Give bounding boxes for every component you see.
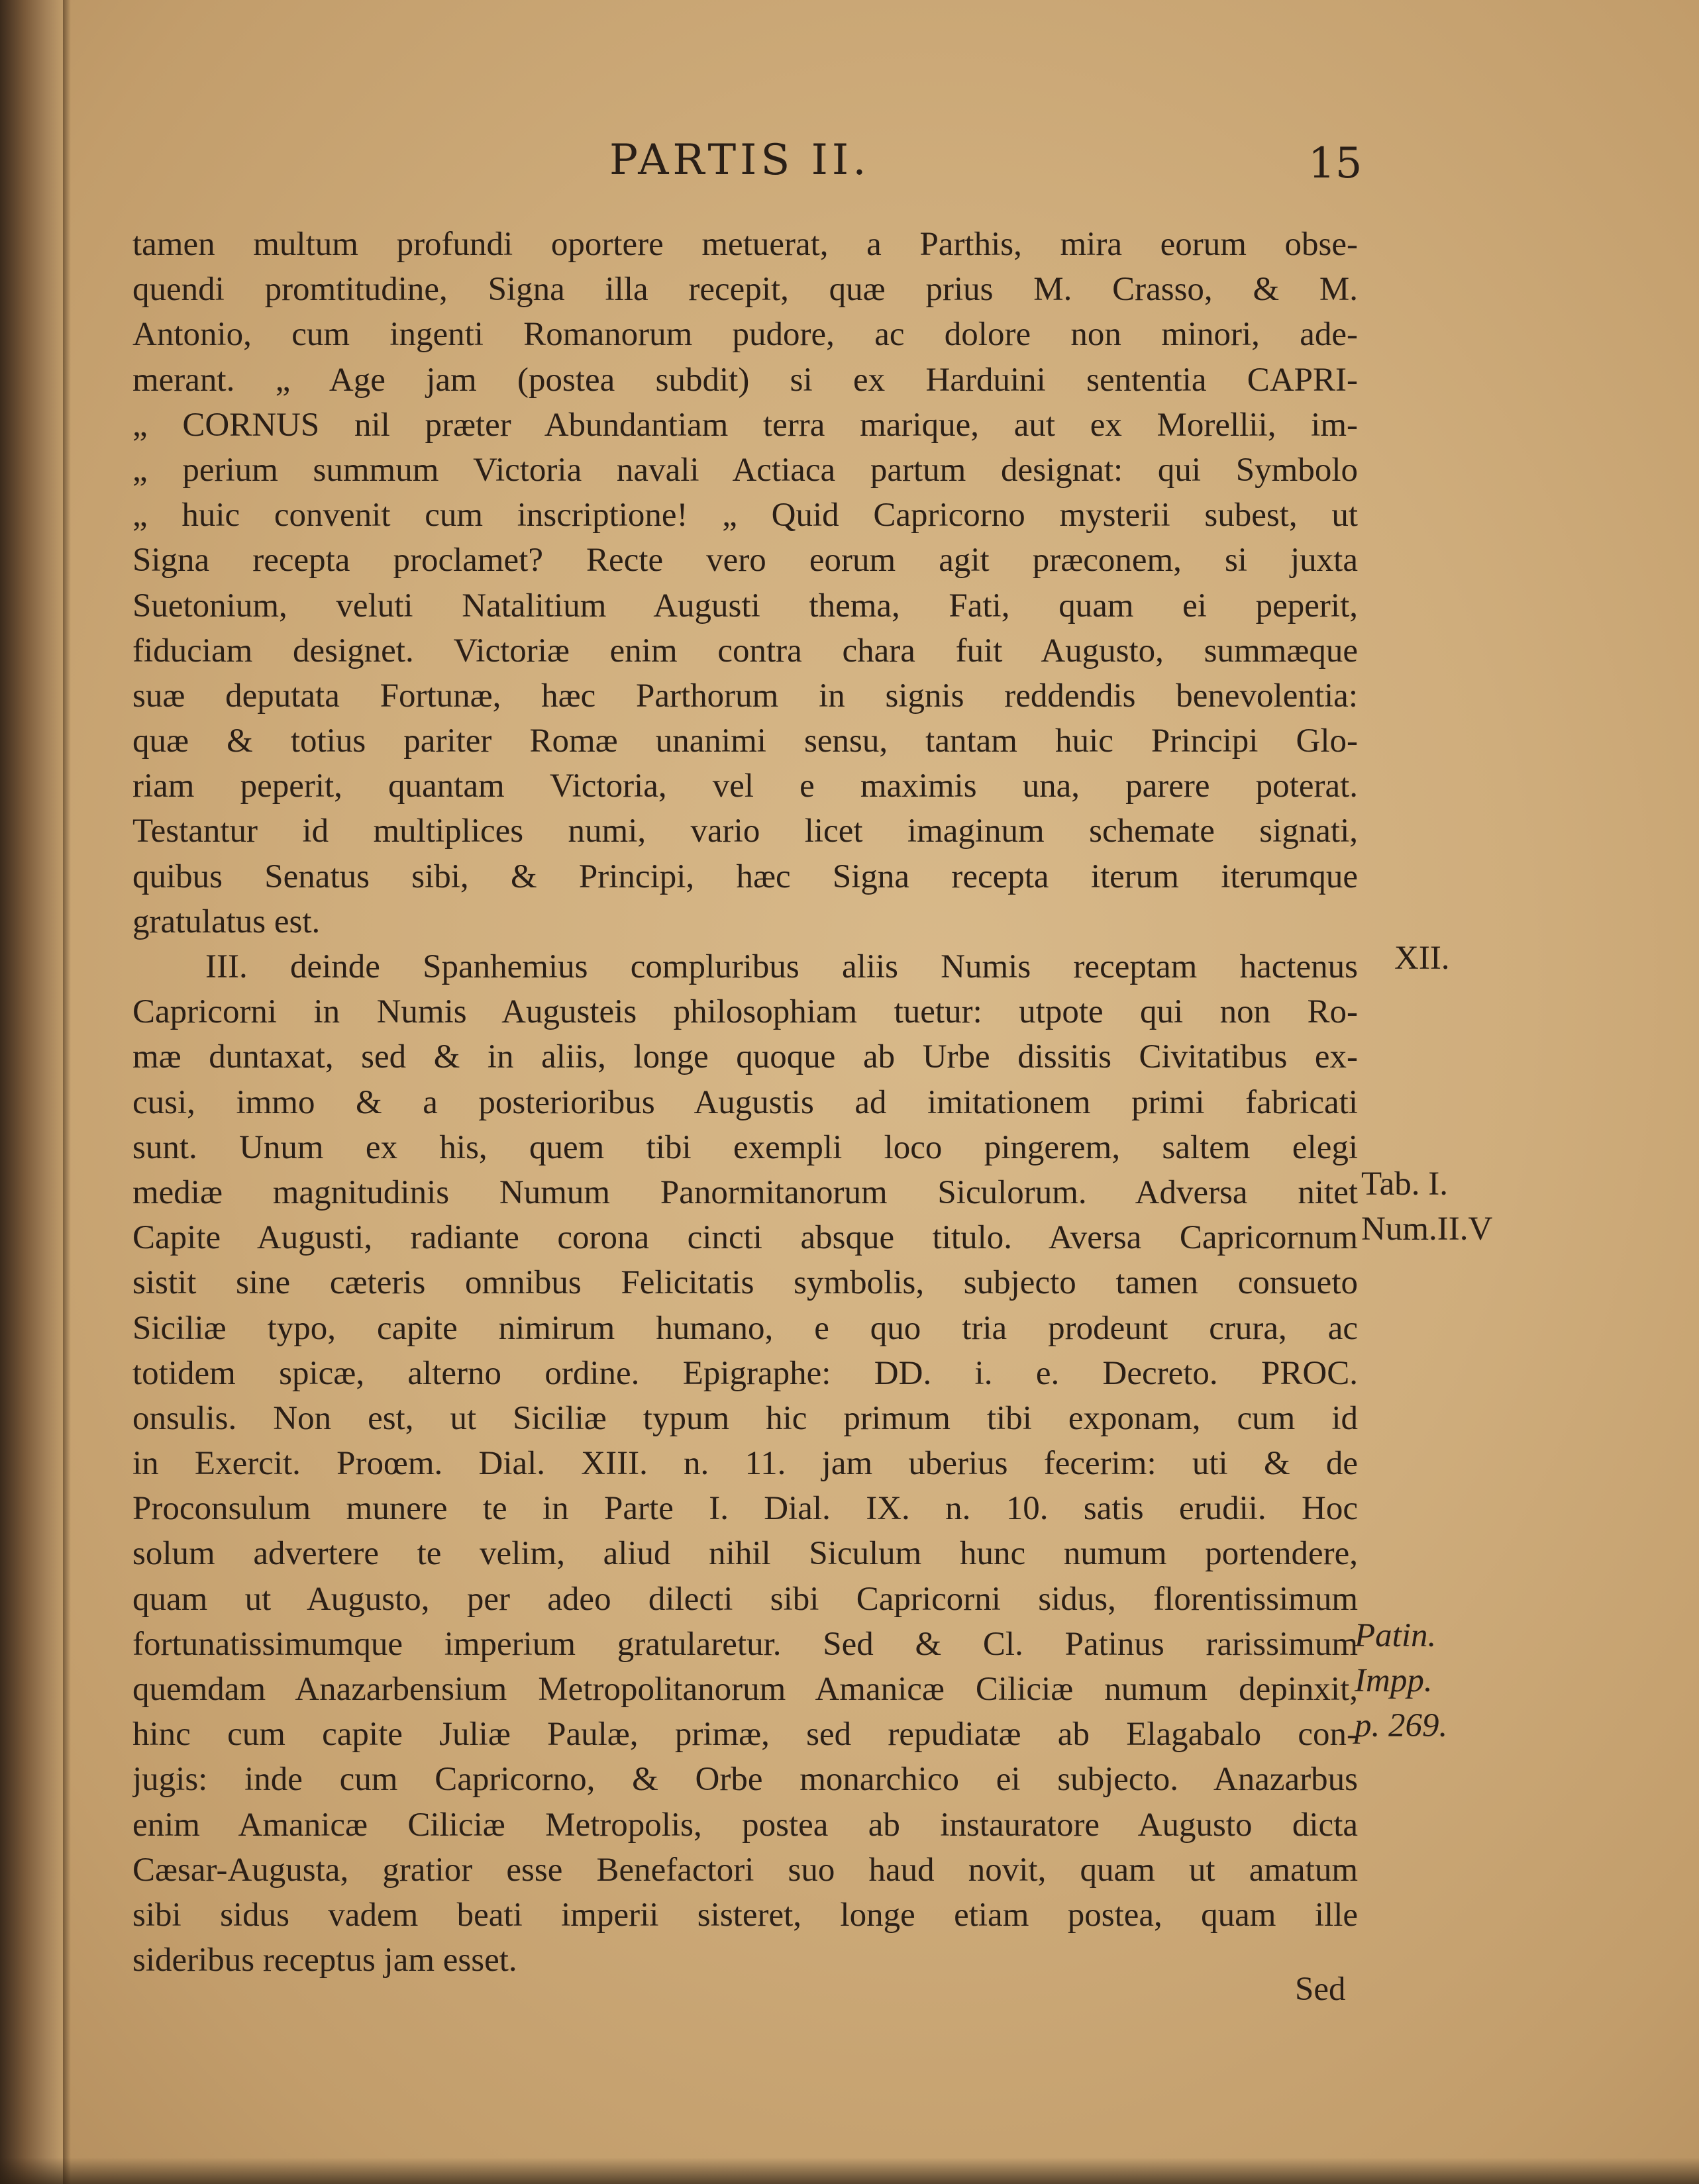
text-line: fiduciam designet. Victoriæ enim contra chara fuit Augusto, summæque: [132, 632, 1358, 670]
page-bottom-shadow: [0, 2158, 1699, 2184]
book-spine: [0, 0, 63, 2184]
text-line: „ huic convenit cum inscriptione! „ Quid Capricorno mysterii subest, ut: [132, 497, 1358, 534]
running-title: PARTIS II.: [609, 136, 870, 185]
text-line: Cæsar-Augusta, gratior esse Benefactori suo haud novit, quam ut amatum: [132, 1851, 1358, 1889]
text-line: solum advertere te velim, aliud nihil Siculum hunc numum portendere,: [132, 1535, 1358, 1573]
text-line: „ perium summum Victoria navali Actiaca partum designat: qui Symbolo: [132, 451, 1358, 489]
text-line: Proconsulum munere te in Parte I. Dial. IX. n. 10. satis erudii. Hoc: [132, 1490, 1358, 1528]
margin-citation-impp: Impp.: [1355, 1662, 1433, 1699]
margin-section-number: XII.: [1394, 940, 1450, 977]
paragraph-start-line: III. deinde Spanhemius compluribus aliis Numis receptam hactenus: [205, 948, 1358, 985]
text-line: enim Amanicæ Ciliciæ Metropolis, postea ab instauratore Augusto dicta: [132, 1806, 1358, 1844]
text-line: quæ & totius pariter Romæ unanimi sensu, tantam huic Principi Glo-: [132, 722, 1358, 760]
text-line: jugis: inde cum Capricorno, & Orbe monarchico ei subjecto. Anazarbus: [132, 1761, 1358, 1799]
text-line: suæ deputata Fortunæ, hæc Parthorum in signis reddendis benevolentia:: [132, 677, 1358, 715]
page-number: 15: [1308, 139, 1363, 188]
spine-shadow: [63, 0, 71, 2184]
text-line: Testantur id multiplices numi, vario licet imaginum schemate signati,: [132, 813, 1358, 850]
text-line: in Exercit. Proœm. Dial. XIII. n. 11. jam uberius fecerim: uti & de: [132, 1445, 1358, 1483]
text-line: „ CORNUS nil præter Abundantiam terra marique, aut ex Morellii, im-: [132, 406, 1358, 444]
text-line: mediæ magnitudinis Numum Panormitanorum Siculorum. Adversa nitet: [132, 1173, 1358, 1211]
text-line: hinc cum capite Juliæ Paulæ, primæ, sed repudiatæ ab Elagabalo con-: [132, 1716, 1358, 1754]
text-line: totidem spicæ, alterno ordine. Epigraphe: DD. i. e. Decreto. PROC.: [132, 1354, 1358, 1392]
margin-tab-reference: Tab. I.: [1361, 1166, 1448, 1203]
text-line: sibi sidus vadem beati imperii sisteret, longe etiam postea, quam ille: [132, 1896, 1358, 1934]
text-line: quemdam Anazarbensium Metropolitanorum Amanicæ Ciliciæ numum depinxit,: [132, 1671, 1358, 1708]
text-line: Signa recepta proclamet? Recte vero eorum agit præconem, si juxta: [132, 542, 1358, 579]
text-line: tamen multum profundi oportere metuerat, a Parthis, mira eorum obse-: [132, 226, 1358, 263]
margin-citation-page: p. 269.: [1355, 1707, 1448, 1744]
text-line: Capricorni in Numis Augusteis philosophiam tuetur: utpote qui non Ro-: [132, 993, 1358, 1031]
text-line: riam peperit, quantam Victoria, vel e maximis una, parere poterat.: [132, 768, 1358, 805]
text-line: cusi, immo & a posterioribus Augustis ad imitationem primi fabricati: [132, 1083, 1358, 1121]
text-line: Suetonium, veluti Natalitium Augusti thema, Fati, quam ei peperit,: [132, 587, 1358, 624]
text-line: sideribus receptus jam esset.: [132, 1942, 517, 1979]
text-line: Antonio, cum ingenti Romanorum pudore, ac dolore non minori, ade-: [132, 316, 1358, 354]
text-line: Capite Augusti, radiante corona cincti absque titulo. Aversa Capricornum: [132, 1219, 1358, 1257]
catchword: Sed: [1295, 1971, 1346, 2008]
text-line: sunt. Unum ex his, quem tibi exempli loco pingerem, saltem elegi: [132, 1128, 1358, 1166]
main-text-block: [132, 222, 1358, 1983]
text-line: quam ut Augusto, per adeo dilecti sibi Capricorni sidus, florentissimum: [132, 1580, 1358, 1618]
text-line: merant. „ Age jam (postea subdit) si ex Harduini sententia CAPRI-: [132, 361, 1358, 399]
text-line: Siciliæ typo, capite nimirum humano, e quo tria prodeunt crura, ac: [132, 1309, 1358, 1347]
text-line: onsulis. Non est, ut Siciliæ typum hic primum tibi exponam, cum id: [132, 1399, 1358, 1437]
text-line: quibus Senatus sibi, & Principi, hæc Signa recepta iterum iterumque: [132, 858, 1358, 895]
margin-citation-patin: Patin.: [1355, 1617, 1437, 1654]
text-line: quendi promtitudine, Signa illa recepit, quæ prius M. Crasso, & M.: [132, 271, 1358, 309]
margin-num-reference: Num.II.V: [1361, 1211, 1493, 1248]
text-line: sistit sine cæteris omnibus Felicitatis symbolis, subjecto tamen consueto: [132, 1264, 1358, 1302]
text-line: gratulatus est.: [132, 903, 321, 940]
text-line: mæ duntaxat, sed & in aliis, longe quoque ab Urbe dissitis Civitatibus ex-: [132, 1038, 1358, 1076]
text-line: fortunatissimumque imperium gratularetur. Sed & Cl. Patinus rarissimum: [132, 1625, 1358, 1663]
